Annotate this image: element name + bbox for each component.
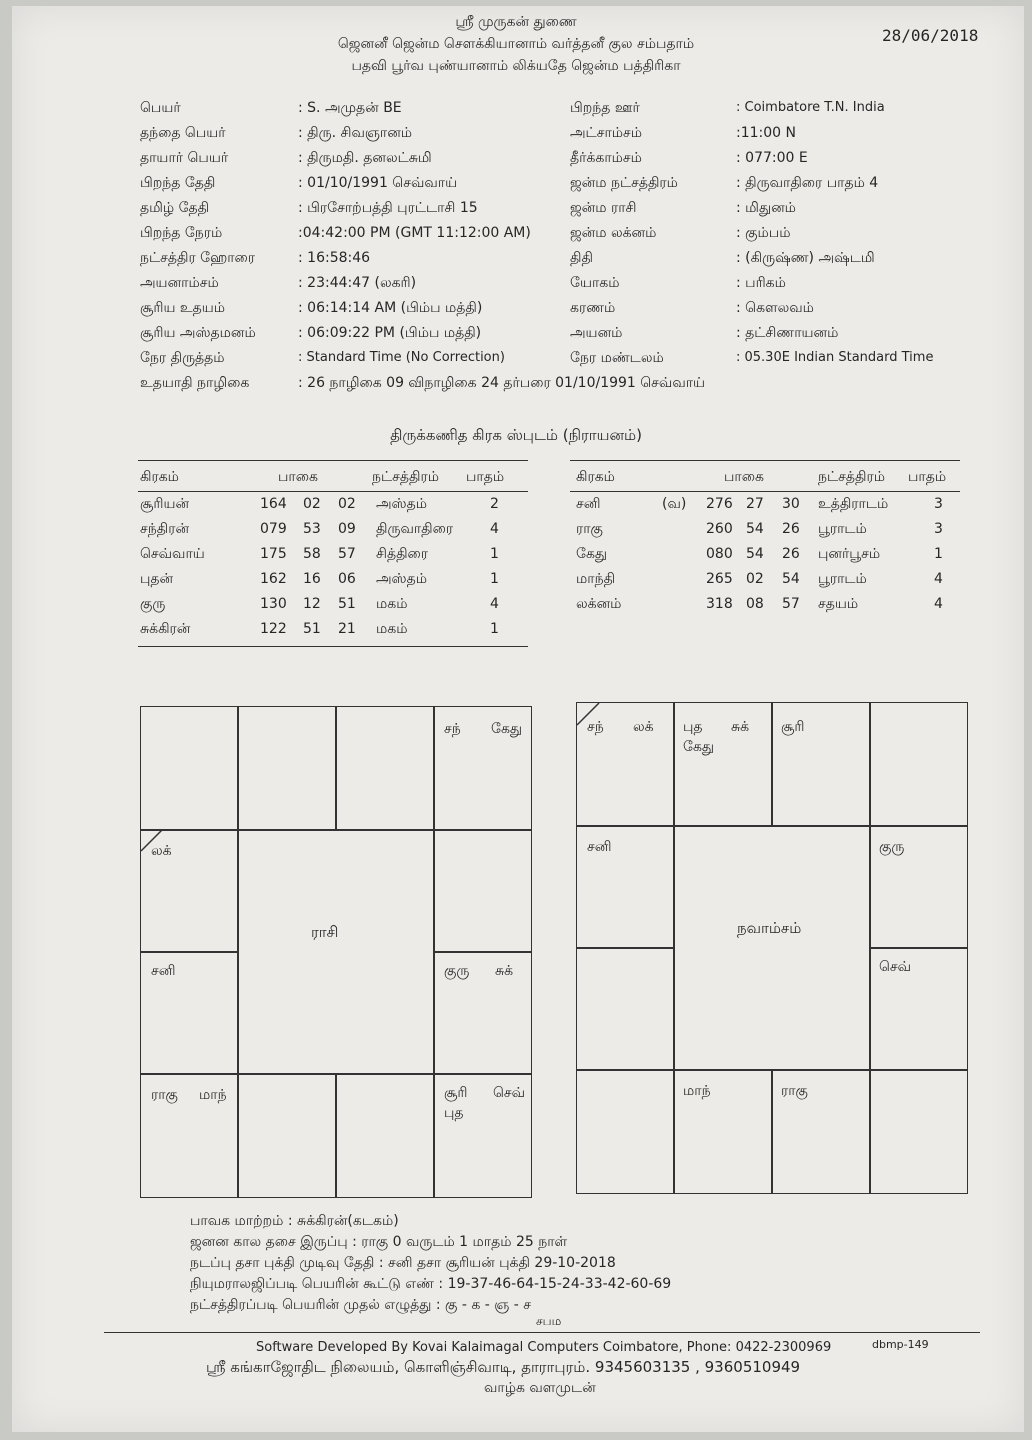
detail-value: : 16:58:46 [298,250,371,266]
planet-minute: 02 [303,496,321,512]
planet-name: செவ்வாய் [140,546,205,562]
planet-second: 51 [338,596,356,612]
planet-degree: 318 [706,596,733,612]
planet-name: சனி [576,496,601,512]
invocation-line: ஸ்ரீ முருகன் துணை [455,14,577,30]
navamsa-house-text: சனி [587,839,612,855]
rasi-house-text: மாந் [199,1087,227,1103]
planet-star: திருவாதிரை [376,521,454,537]
rasi-house-text: ராகு [151,1087,178,1103]
software-credit: Software Developed By Kovai Kalaimagal Computers Coimbatore, Phone: 0422-2300969 [256,1340,832,1355]
navamsa-house-text: கேது [683,739,715,755]
navamsa-center-label: நவாம்சம் [737,919,802,937]
planet-star: மகம் [376,596,408,612]
navamsa-house-text: செவ் [879,959,912,975]
planet-pada: 3 [934,521,943,537]
planet-name: லக்னம் [576,596,622,612]
navamsa-chart [576,702,968,1194]
planet-name: மாந்தி [576,571,616,587]
col-header-natchathiram: நட்சத்திரம் [818,469,885,485]
planet-degree: 265 [706,571,733,587]
planet-table-title: திருக்கணித கிரக ஸ்புடம் (நிராயனம்) [390,426,642,444]
summary-line: நடப்பு தசா புக்தி முடிவு தேதி : சனி தசா சூரியன் புக்தி 29-10-2018 [190,1255,616,1271]
navamsa-house-text: சுக் [731,719,750,735]
detail-value: : தட்சிணாயனம் [736,325,839,341]
detail-label: நேர மண்டலம் [570,350,664,366]
planet-minute: 16 [303,571,321,587]
rule [570,491,960,492]
planet-second: 26 [782,546,800,562]
rasi-house-text: சூரி [444,1085,468,1101]
detail-label: தீர்க்காம்சம் [570,150,642,166]
rule [138,646,528,647]
planet-degree: 080 [706,546,733,562]
sloka-line-2: பதவி பூர்வ புண்யானாம் லிக்யதே ஜென்ம பத்திரிகா [351,58,681,74]
planet-name: சூரியன் [140,496,190,512]
planet-second: 30 [782,496,800,512]
planet-pada: 4 [490,596,499,612]
planet-star: அஸ்தம் [376,571,427,587]
planet-minute: 02 [746,571,764,587]
detail-value: : Coimbatore T.N. India [736,100,885,115]
detail-label: திதி [570,250,593,266]
planet-pada: 1 [490,546,499,562]
detail-value: : திருமதி. தனலட்சுமி [298,150,432,166]
detail-label: அயனாம்சம் [140,275,219,291]
summary-extra: சபம [536,1314,562,1328]
detail-value: : திருவாதிரை பாதம் 4 [736,175,879,191]
rasi-house-text: சனி [151,963,176,979]
detail-value: : கும்பம் [736,225,791,241]
col-header-paadham: பாதம் [466,469,505,485]
col-header-graham: கிரகம் [576,469,615,485]
navamsa-house-text: சூரி [781,719,805,735]
planet-second: 26 [782,521,800,537]
planet-star: பூராடம் [818,571,867,587]
planet-name: சந்திரன் [140,521,190,537]
detail-value: : கௌலவம் [736,300,814,316]
detail-value: : 01/10/1991 செவ்வாய் [298,175,458,191]
detail-label: சூரிய உதயம் [140,300,226,316]
planet-pada: 1 [490,621,499,637]
planet-name: ராகு [576,521,603,537]
footer-rule [104,1332,980,1333]
planet-star: பூராடம் [818,521,867,537]
planet-name: சுக்கிரன் [140,621,191,637]
col-header-natchathiram: நட்சத்திரம் [372,469,439,485]
planet-minute: 51 [303,621,321,637]
summary-line: ஜனன கால தசை இருப்பு : ராகு 0 வருடம் 1 மாதம் 25 நாள் [190,1234,568,1250]
detail-label: ஜன்ம நட்சத்திரம் [570,175,678,191]
planet-pada: 4 [490,521,499,537]
planet-second: 21 [338,621,356,637]
planet-star: மகம் [376,621,408,637]
summary-line: பாவக மாற்றம் : சுக்கிரன்(கடகம்) [190,1213,399,1229]
detail-value: : (கிருஷ்ண) அஷ்டமி [736,250,875,266]
planet-degree: 276 [706,496,733,512]
summary-line: நியுமராலஜிப்படி பெயரின் கூட்டு எண் : 19-37-46-64-15-24-33-42-60-69 [190,1276,672,1292]
planet-degree: 260 [706,521,733,537]
rule [138,491,528,492]
planet-star: புனர்பூசம் [818,546,881,562]
detail-label: தமிழ் தேதி [140,200,210,216]
planet-second: 06 [338,571,356,587]
navamsa-house-text: சந் [587,719,604,735]
planet-degree: 122 [260,621,287,637]
detail-value: : 06:09:22 PM (பிம்ப மத்தி) [298,325,482,341]
detail-label: பெயர் [140,100,181,116]
detail-value: : மிதுனம் [736,200,796,216]
detail-value: : பிரசோற்பத்தி புரட்டாசி 15 [298,200,478,216]
planet-minute: 27 [746,496,764,512]
rasi-house-text: லக் [151,843,172,859]
planet-second: 09 [338,521,356,537]
col-header-graham: கிரகம் [140,469,179,485]
udayadhi-label: உதயாதி நாழிகை [140,375,250,391]
navamsa-house-text: லக் [633,719,654,735]
planet-minute: 08 [746,596,764,612]
navamsa-house-text: ராகு [781,1083,808,1099]
planet-minute: 58 [303,546,321,562]
planet-second: 57 [782,596,800,612]
planet-name: குரு [140,596,166,612]
detail-value: : 077:00 E [736,150,808,166]
retrograde-mark: (வ) [662,496,687,512]
planet-name: புதன் [140,571,174,587]
detail-value: : 23:44:47 (லகரி) [298,275,417,291]
sloka-line-1: ஜெனனீ ஜென்ம சௌக்கியானாம் வர்த்தனீ குல சம்பதாம் [337,36,695,52]
planet-star: சித்திரை [376,546,429,562]
planet-degree: 130 [260,596,287,612]
astrology-centre-address: ஸ்ரீ கங்காஜோதிட நிலையம், கொளிஞ்சிவாடி, தாராபுரம். 9345603135 , 9360510949 [206,1358,801,1376]
rule [138,460,528,461]
detail-label: நேர திருத்தம் [140,350,225,366]
planet-minute: 12 [303,596,321,612]
rasi-house-text: கேது [491,721,523,737]
rasi-house-text: சந் [444,721,461,737]
detail-label: தந்தை பெயர் [140,125,226,141]
detail-label: ஜன்ம லக்னம் [570,225,657,241]
planet-second: 02 [338,496,356,512]
navamsa-house-text: மாந் [683,1083,711,1099]
detail-label: சூரிய அஸ்தமனம் [140,325,256,341]
planet-star: அஸ்தம் [376,496,427,512]
navamsa-house-text: குரு [879,839,905,855]
summary-line: நட்சத்திரப்படி பெயரின் முதல் எழுத்து : கு - க - ஞ - ச [190,1297,532,1313]
planet-star: சதயம் [818,596,859,612]
rasi-chart [140,706,532,1198]
detail-label: அட்சாம்சம் [570,125,643,141]
planet-degree: 162 [260,571,287,587]
blessing: வாழ்க வளமுடன் [484,1380,596,1396]
detail-label: பிறந்த ஊர் [570,100,640,116]
rasi-house-text: குரு [444,963,470,979]
col-header-paagai: பாகை [278,469,318,485]
detail-value: :11:00 N [736,125,796,141]
planet-pada: 1 [934,546,943,562]
navamsa-house-text: புத [683,719,703,735]
planet-degree: 164 [260,496,287,512]
rasi-house-text: செவ் [493,1085,526,1101]
detail-label: தாயார் பெயர் [140,150,229,166]
detail-value: : S. அமுதன் BE [298,100,402,116]
planet-minute: 54 [746,546,764,562]
detail-value: : 06:14:14 AM (பிம்ப மத்தி) [298,300,483,316]
detail-label: பிறந்த நேரம் [140,225,223,241]
detail-value: : Standard Time (No Correction) [298,350,505,365]
planet-pada: 4 [934,571,943,587]
software-code: dbmp-149 [872,1338,929,1351]
detail-value: : 05.30E Indian Standard Time [736,350,934,365]
planet-degree: 079 [260,521,287,537]
planet-minute: 53 [303,521,321,537]
planet-second: 57 [338,546,356,562]
detail-value: : பரிகம் [736,275,786,291]
detail-label: கரணம் [570,300,616,316]
udayadhi-value: : 26 நாழிகை 09 விநாழிகை 24 தர்பரை 01/10/1991 செவ்வாய் [298,375,706,391]
rasi-center-label: ராசி [311,923,339,941]
detail-value: : திரு. சிவஞானம் [298,125,413,141]
detail-label: பிறந்த தேதி [140,175,216,191]
planet-degree: 175 [260,546,287,562]
detail-label: அயனம் [570,325,623,341]
planet-pada: 1 [490,571,499,587]
detail-value: :04:42:00 PM (GMT 11:12:00 AM) [298,225,531,241]
planet-minute: 54 [746,521,764,537]
col-header-paadham: பாதம் [908,469,947,485]
planet-pada: 2 [490,496,499,512]
rasi-house-text: சுக் [495,963,514,979]
planet-second: 54 [782,571,800,587]
rule [570,460,960,461]
detail-label: நட்சத்திர ஹோரை [140,250,256,266]
planet-star: உத்திராடம் [818,496,889,512]
col-header-paagai: பாகை [724,469,764,485]
planet-pada: 4 [934,596,943,612]
print-date: 28/06/2018 [882,26,979,45]
planet-name: கேது [576,546,608,562]
planet-pada: 3 [934,496,943,512]
rasi-house-text: புத [444,1105,464,1121]
detail-label: யோகம் [570,275,620,291]
detail-label: ஜன்ம ராசி [570,200,637,216]
